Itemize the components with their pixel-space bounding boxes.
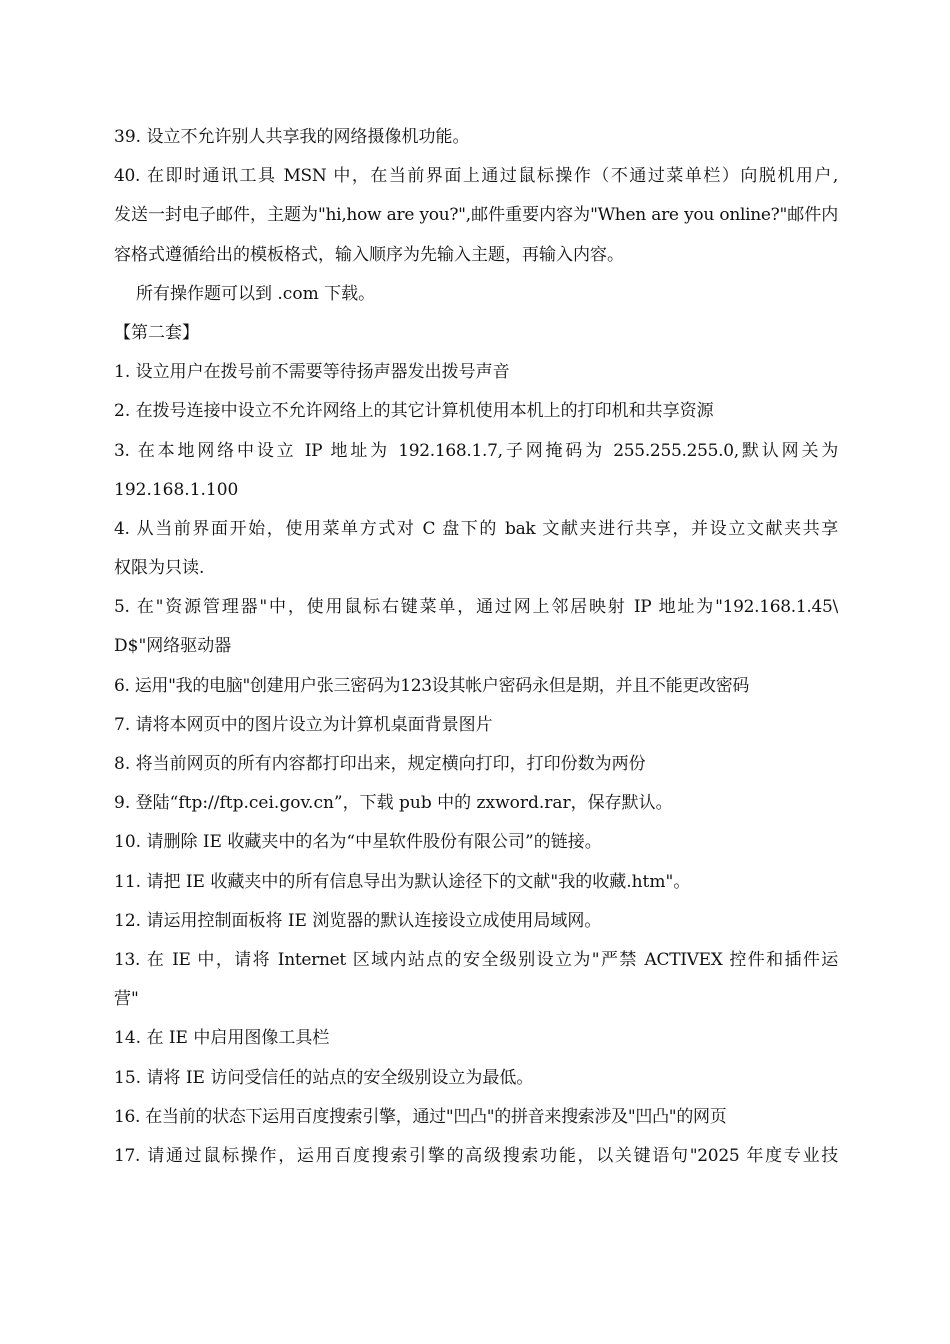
- item-15: 15. 请将 IE 访问受信任的站点的安全级别设立为最低。: [114, 1067, 534, 1088]
- item-7: 7. 请将本网页中的图片设立为计算机桌面背景图片: [114, 714, 493, 735]
- item-8: 8. 将当前网页的所有内容都打印出来，规定横向打印，打印份数为两份: [114, 754, 646, 774]
- item-12: 12. 请运用控制面板将 IE 浏览器的默认连接设立成使用局域网。: [114, 910, 602, 931]
- item-4-line-1: 4. 从当前界面开始，使用菜单方式对 C 盘下的 bak 文献夹进行共享，并设立文献夹共享: [114, 518, 838, 539]
- download-note: 所有操作题可以到 .com 下载。: [136, 283, 376, 304]
- item-40-line-3: 容格式遵循给出的模板格式，输入顺序为先输入主题，再输入内容。: [114, 244, 624, 265]
- item-5-line-1: 5. 在"资源管理器"中，使用鼠标右键菜单，通过网上邻居映射 IP 地址为"192.168.1.45\: [114, 597, 838, 618]
- item-13-line-2: 营": [114, 989, 139, 1010]
- item-11: 11. 请把 IE 收藏夹中的所有信息导出为默认途径下的文献"我的收藏.htm"。: [114, 871, 691, 892]
- item-4-line-2: 权限为只读.: [114, 558, 205, 579]
- item-3-line-1: 3. 在本地网络中设立 IP 地址为 192.168.1.7,子网掩码为 255.255.255.0,默认网关为: [114, 440, 838, 461]
- item-13-line-1: 13. 在 IE 中，请将 Internet 区域内站点的安全级别设立为"严禁 ACTIVEX 控件和插件运: [114, 949, 838, 970]
- item-2: 2. 在拨号连接中设立不允许网络上的其它计算机使用本机上的打印机和共享资源: [114, 401, 714, 422]
- item-40-line-2: 发送一封电子邮件，主题为"hi,how are you?",邮件重要内容为"When are you online?"邮件内: [114, 205, 838, 226]
- document-page: [114, 118, 838, 1176]
- section-heading: 【第二套】: [114, 322, 199, 343]
- item-3-line-2: 192.168.1.100: [114, 479, 239, 500]
- item-1: 1. 设立用户在拨号前不需要等待扬声器发出拨号声音: [114, 362, 510, 383]
- item-40-line-1: 40. 在即时通讯工具 MSN 中，在当前界面上通过鼠标操作（不通过菜单栏）向脱机用户,: [114, 166, 838, 187]
- item-10: 10. 请删除 IE 收藏夹中的名为“中星软件股份有限公司”的链接。: [114, 832, 602, 853]
- item-9: 9. 登陆“ftp://ftp.cei.gov.cn”，下载 pub 中的 zxword.rar，保存默认。: [114, 793, 673, 814]
- item-14: 14. 在 IE 中启用图像工具栏: [114, 1028, 330, 1049]
- item-6: 6. 运用"我的电脑"创建用户张三密码为123设其帐户密码永但是期，并且不能更改密码: [114, 675, 750, 696]
- item-39: 39. 设立不允许别人共享我的网络摄像机功能。: [114, 127, 470, 147]
- item-5-line-2: D$"网络驱动器: [114, 636, 232, 657]
- item-17-line-1: 17. 请通过鼠标操作，运用百度搜索引擎的高级搜索功能，以关键语句"2025 年度专业技: [114, 1145, 838, 1166]
- item-16: 16. 在当前的状态下运用百度搜索引擎，通过"凹凸"的拼音来搜索涉及"凹凸"的网页: [114, 1106, 727, 1127]
